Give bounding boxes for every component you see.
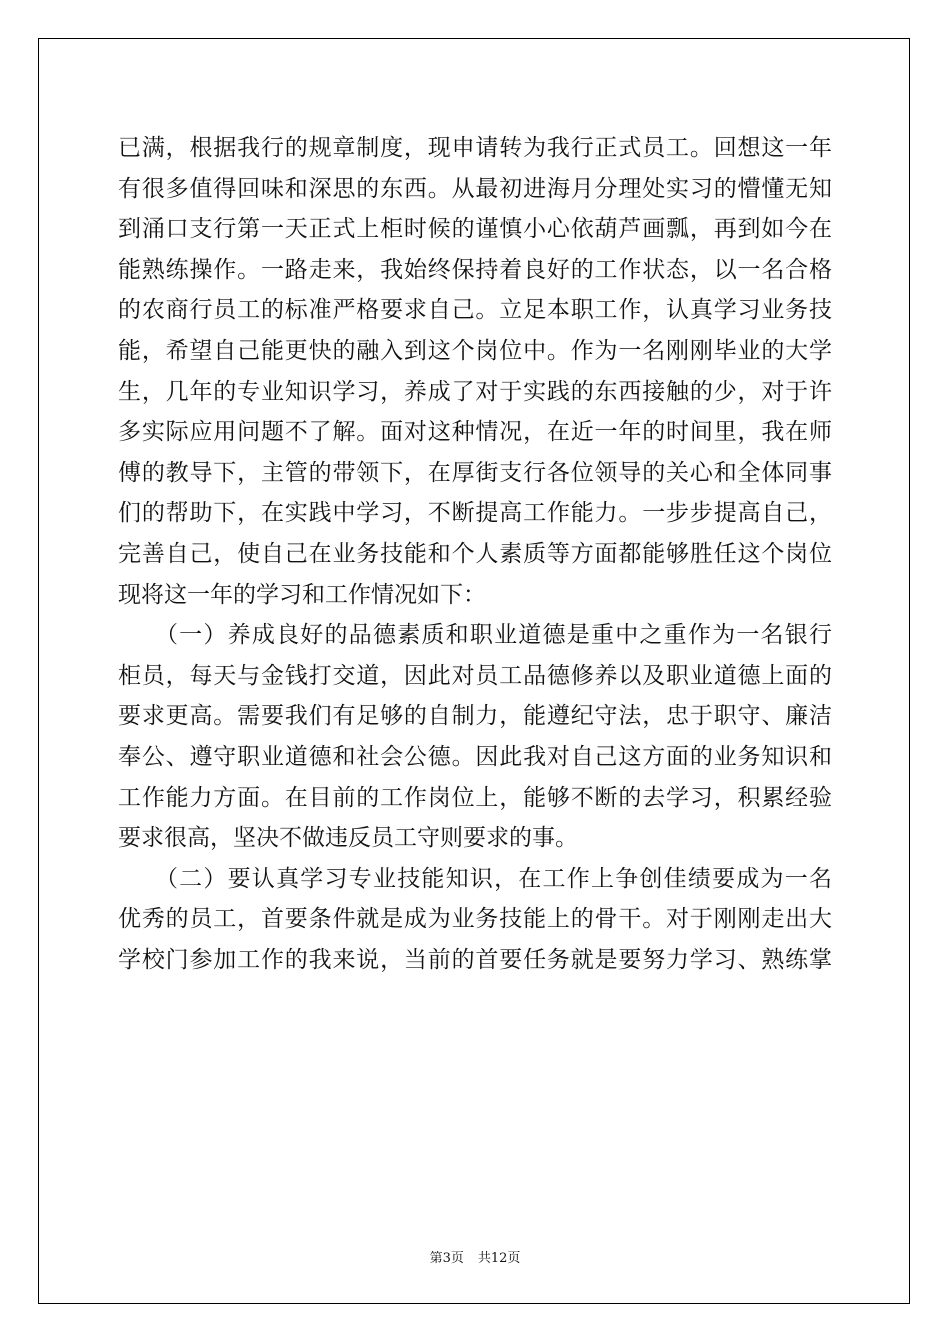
text-line: 要求很高，坚决不做违反员工守则要求的事。 <box>118 825 578 852</box>
text-line: 生，几年的专业知识学习，养成了对于实践的东西接触的少，对于许 <box>118 378 832 405</box>
text-line: 要求更高。需要我们有足够的自制力，能遵纪守法，忠于职守、廉洁 <box>118 703 832 730</box>
text-line: 已满，根据我行的规章制度，现申请转为我行正式员工。回想这一年 <box>118 135 832 161</box>
text-line: 完善自己，使自己在业务技能和个人素质等方面都能够胜任这个岗位 <box>118 540 832 567</box>
page-number: 第3页 <box>429 1251 464 1266</box>
text-line: 有很多值得回味和深思的东西。从最初进海月分理处实习的懵懂无知 <box>118 175 832 202</box>
text-line: 的农商行员工的标准严格要求自己。立足本职工作，认真学习业务技 <box>118 297 832 324</box>
text-line: 们的帮助下，在实践中学习，不断提高工作能力。一步步提高自己， <box>118 500 832 527</box>
document-body <box>118 128 832 980</box>
text-line: 到涌口支行第一天正式上柜时候的谨慎小心依葫芦画瓢，再到如今在 <box>118 216 832 243</box>
text-line: 能熟练操作。一路走来，我始终保持着良好的工作状态，以一名合格 <box>118 256 832 283</box>
text-line: 优秀的员工，首要条件就是成为业务技能上的骨干。对于刚刚走出大 <box>118 906 832 933</box>
page-footer <box>0 1247 950 1266</box>
text-line: （一）养成良好的品德素质和职业道德是重中之重作为一名银行 <box>118 622 832 649</box>
text-line: 工作能力方面。在目前的工作岗位上，能够不断的去学习，积累经验 <box>118 784 832 811</box>
text-line: 能，希望自己能更快的融入到这个岗位中。作为一名刚刚毕业的大学 <box>118 337 832 364</box>
page-total: 共12页 <box>477 1251 521 1266</box>
text-line: 现将这一年的学习和工作情况如下： <box>118 581 486 608</box>
text-line: 奉公、遵守职业道德和社会公德。因此我对自己这方面的业务知识和 <box>118 743 832 770</box>
text-line: 柜员，每天与金钱打交道，因此对员工品德修养以及职业道德上面的 <box>118 662 832 689</box>
text-line: 学校门参加工作的我来说，当前的首要任务就是要努力学习、熟练掌 <box>118 946 832 973</box>
text-line: （二）要认真学习专业技能知识，在工作上争创佳绩要成为一名 <box>118 865 832 892</box>
text-line: 傅的教导下，主管的带领下，在厚街支行各位领导的关心和全体同事 <box>118 459 832 486</box>
text-line: 多实际应用问题不了解。面对这种情况，在近一年的时间里，我在师 <box>118 419 832 446</box>
